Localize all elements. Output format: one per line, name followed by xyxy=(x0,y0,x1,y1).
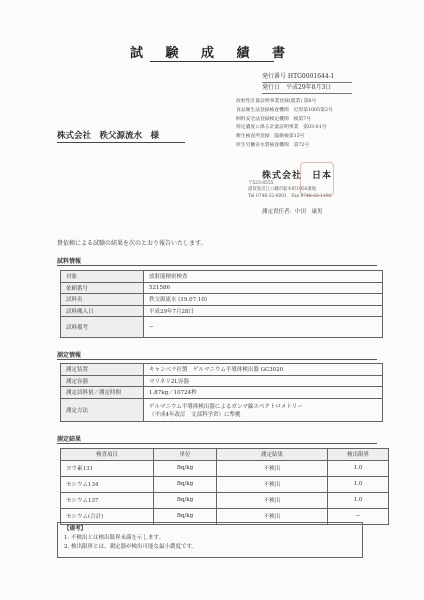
intro-text: 貴依頼による試験の結果を次のとおり報告いたします。 xyxy=(57,240,207,247)
table-row xyxy=(61,460,389,476)
row-label: 対象 xyxy=(61,271,144,283)
registration-item: 飼料安全法登録検定機関 検第7号 xyxy=(236,116,312,122)
column-header: 検査項目 xyxy=(61,449,154,461)
row-value: 平成29年7月28日 xyxy=(144,305,383,317)
row-value: − xyxy=(144,317,383,338)
item-cell: セシウム(合計) xyxy=(61,508,154,524)
row-label: 依頼番号 xyxy=(61,282,144,294)
table-row xyxy=(61,317,383,338)
row-value: 放射能精密検査 xyxy=(144,271,383,283)
limit-cell: − xyxy=(328,508,389,524)
results-section-rule xyxy=(57,443,377,444)
registration-item: 厚生労働省水質検査機関 第72号 xyxy=(236,142,310,148)
row-label: 測定容器 xyxy=(61,375,144,387)
notes-box xyxy=(57,522,363,558)
issue-date-underline xyxy=(262,93,352,94)
note-line: 2. 検出限界とは、測定器が検出可能な最小濃度です。 xyxy=(64,544,198,550)
company-phone: Tel 0748-32-6001 Fax 0748-32-1192 xyxy=(248,194,332,199)
result-cell: 不検出 xyxy=(217,476,328,492)
registration-item: 特定濃度に係る計量証明事業 第03-01号 xyxy=(236,125,327,131)
measurement-table xyxy=(60,363,383,422)
table-row xyxy=(61,387,383,399)
row-label: 測定方法 xyxy=(61,398,144,421)
notes-heading: 【備考】 xyxy=(64,526,87,532)
row-value: 秩父源流水 (19.07.10) xyxy=(144,294,383,306)
title-underline xyxy=(150,61,274,62)
row-value: キャンベラ社製 ゲルマニウム半導体検出器 GC3020 xyxy=(144,364,383,376)
item-cell: セシウム137 xyxy=(61,492,154,508)
item-cell: ヨウ素131 xyxy=(61,460,154,476)
table-row xyxy=(61,476,389,492)
issue-number: 発行番号 HTG0001644-1 xyxy=(262,73,335,80)
document-title: 試 験 成 績 書 xyxy=(129,46,295,61)
unit-cell: Bq/kg xyxy=(154,460,217,476)
results-table xyxy=(60,448,389,525)
item-cell: セシウム134 xyxy=(61,476,154,492)
table-header-row xyxy=(61,449,389,461)
limit-cell: 1.0 xyxy=(328,476,389,492)
result-cell: 不検出 xyxy=(217,492,328,508)
limit-cell: 1.0 xyxy=(328,460,389,476)
issue-number-underline xyxy=(262,82,352,83)
row-label: 試料搬入日 xyxy=(61,305,144,317)
unit-cell: Bq/kg xyxy=(154,476,217,492)
table-row xyxy=(61,492,389,508)
sample-section-heading: 試料情報 xyxy=(57,258,82,265)
measurement-signer: 測定責任者：中田 康男 xyxy=(262,209,323,215)
registration-item: 食品衛生法登録検査機関 近厚第1005第2号 xyxy=(236,107,333,113)
registration-item: 衛生検査所登録 臨衛検第13号 xyxy=(236,134,305,140)
addressee: 株式会社 秩父源流水 様 xyxy=(57,131,160,141)
column-header: 測定結果 xyxy=(217,449,328,461)
company-postal: 〒523-8555 xyxy=(248,181,274,186)
row-value: 1.87kg／10724秒 xyxy=(144,387,383,399)
sample-table xyxy=(60,270,383,338)
row-value: マリネリ2L容器 xyxy=(144,375,383,387)
measurement-section-heading: 測定情報 xyxy=(57,352,82,359)
row-label: 測定試料量／測定時間 xyxy=(61,387,144,399)
row-label: 試料備考 xyxy=(61,317,144,338)
method-line-2: （平成4年改訂 文部科学省）に準拠 xyxy=(149,411,241,418)
sample-section-rule xyxy=(57,265,377,266)
unit-cell: Bq/kg xyxy=(154,492,217,508)
table-row xyxy=(61,282,383,294)
row-label: 測定装置 xyxy=(61,364,144,376)
result-cell: 不検出 xyxy=(217,508,328,524)
addressee-underline xyxy=(57,142,185,143)
method-line-1: ゲルマニウム半導体検出器によるガンマ線スペクトロメトリー xyxy=(149,403,303,410)
table-row xyxy=(61,398,383,421)
issue-date: 発行日 平成29年8月3日 xyxy=(262,84,332,91)
company-address: 滋賀県近江八幡市船木町1050番地 xyxy=(248,187,317,192)
result-cell: 不検出 xyxy=(217,460,328,476)
note-line: 1. 不検出とは検出限界未満を示します。 xyxy=(64,535,165,541)
registration-list xyxy=(236,98,416,151)
company-name: 株式会社 日本 xyxy=(262,171,333,181)
table-row xyxy=(61,375,383,387)
table-row xyxy=(61,364,383,376)
unit-cell: Bq/kg xyxy=(154,508,217,524)
column-header: 単位 xyxy=(154,449,217,461)
limit-cell: 1.0 xyxy=(328,492,389,508)
registration-item: 放射性計量証明事業登録(農業) 第8号 xyxy=(236,99,317,104)
table-row xyxy=(61,271,383,283)
row-label: 試料名 xyxy=(61,294,144,306)
column-header: 検出限界 xyxy=(328,449,389,461)
measurement-section-rule xyxy=(57,359,377,360)
row-value: 521586 xyxy=(144,282,383,294)
table-row xyxy=(61,294,383,306)
table-row xyxy=(61,305,383,317)
results-section-heading: 測定結果 xyxy=(57,436,82,443)
row-value xyxy=(144,398,383,421)
